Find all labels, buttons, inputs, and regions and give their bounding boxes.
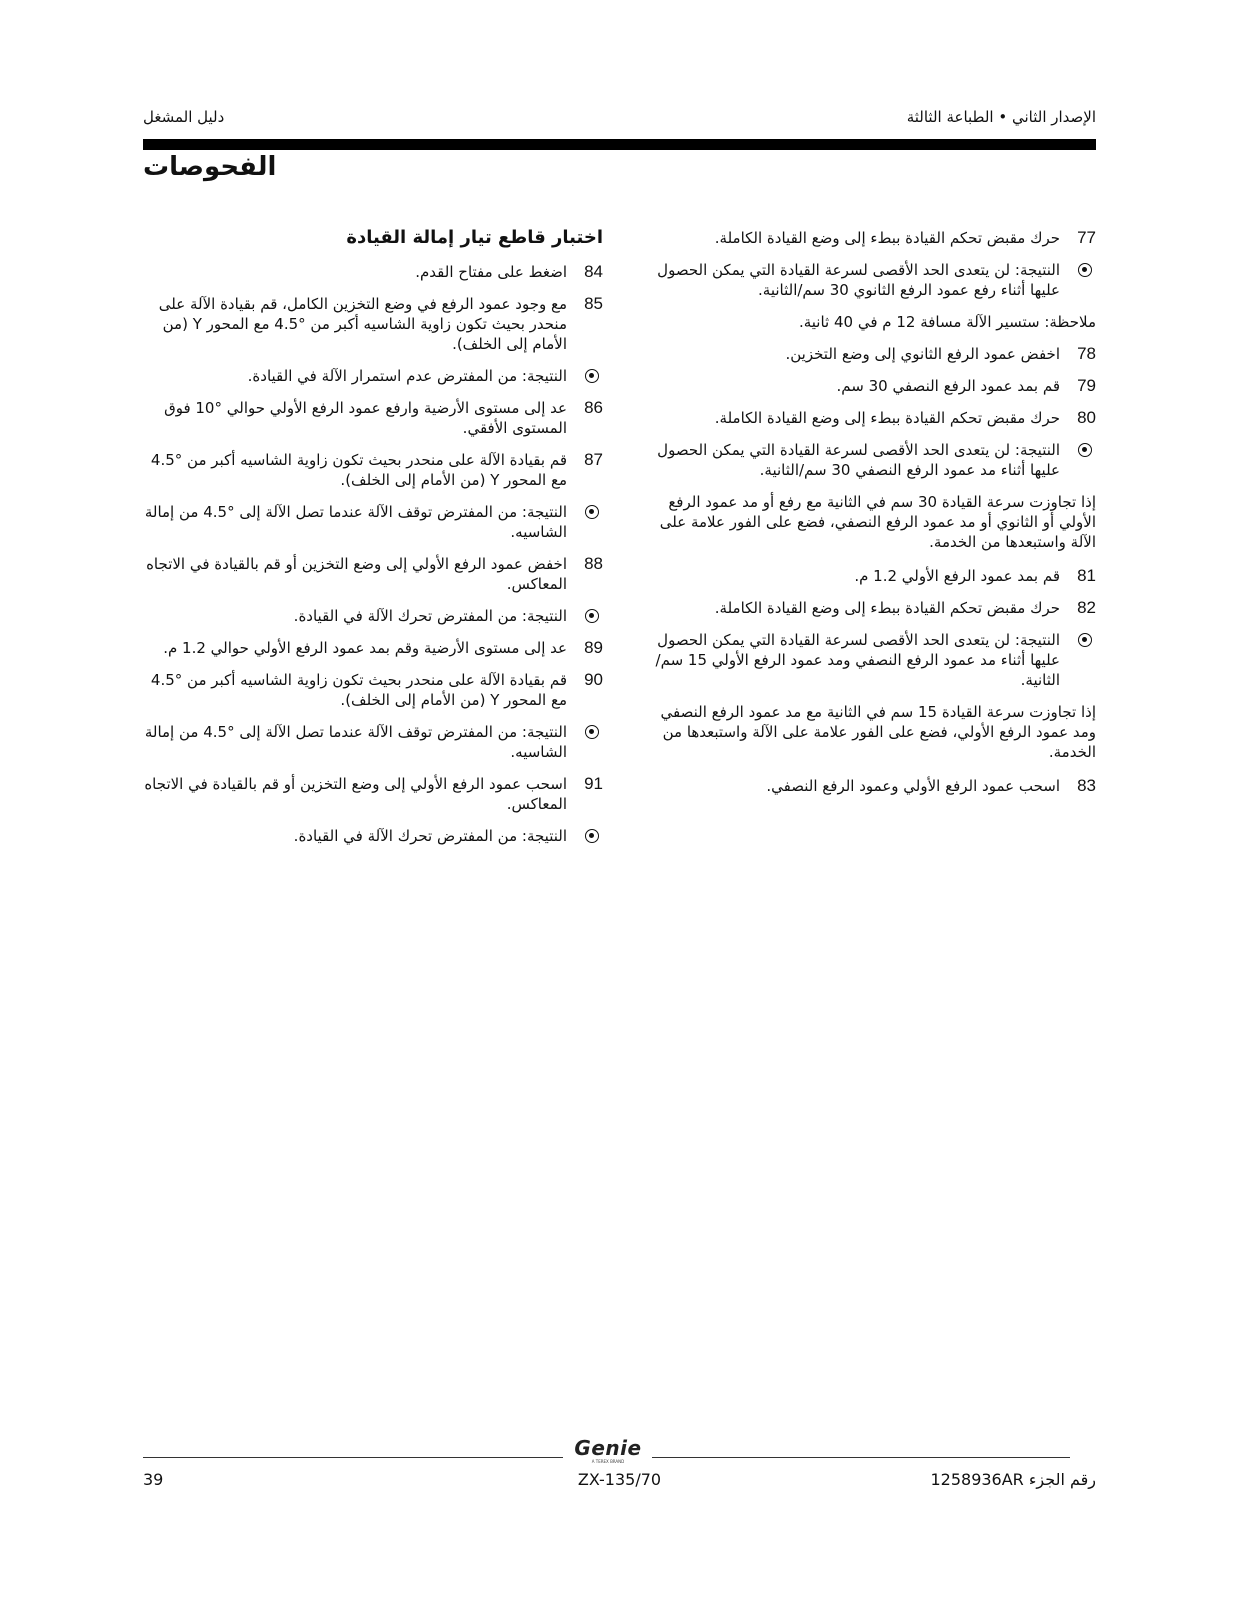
section-title: الفحوصات <box>143 152 277 182</box>
step-81 <box>635 566 1096 586</box>
note: ملاحظة: ستسير الآلة مسافة 12 م في 40 ثانية. <box>798 313 1096 331</box>
step-82 <box>635 598 1096 618</box>
model-number: ZX-135/70 <box>577 1470 662 1489</box>
logo-tagline: A TEREX BRAND <box>591 1459 625 1464</box>
result-91 <box>143 826 603 846</box>
step-number: 81 <box>1077 566 1096 585</box>
logo-wordmark: Genie <box>574 1436 642 1460</box>
step-number: 91 <box>584 774 603 793</box>
step-90 <box>143 670 603 710</box>
step-text: حرك مقبض تحكم القيادة ببطء إلى وضع القيادة الكاملة. <box>714 229 1060 247</box>
step-number: 80 <box>1077 408 1096 427</box>
step-text: عد إلى مستوى الأرضية وقم بمد عمود الرفع الأولي حوالي 1.2 م. <box>163 639 567 657</box>
step-text: قم بقيادة الآلة على منحدر بحيث تكون زاوية الشاسيه أكبر من °4.5 مع المحور Y (من الأمام إلى الخلف). <box>150 451 567 489</box>
left-column <box>143 228 603 858</box>
step-number: 77 <box>1077 228 1096 247</box>
step-86 <box>143 398 603 438</box>
step-number: 90 <box>584 670 603 689</box>
step-number: 88 <box>584 554 603 573</box>
step-85 <box>143 294 603 354</box>
edition-label: الإصدار الثاني • الطباعة الثالثة <box>906 108 1096 126</box>
result-text: النتيجة: من المفترض عدم استمرار الآلة في القيادة. <box>247 367 567 385</box>
subsection-heading: اختبار قاطع تيار إمالة القيادة <box>346 227 603 248</box>
footer-rule-left <box>143 1457 563 1458</box>
page-footer <box>143 1470 1096 1494</box>
step-83 <box>635 776 1096 796</box>
manual-title: دليل المشغل <box>143 108 225 126</box>
result-87 <box>143 502 603 542</box>
step-84 <box>143 262 603 282</box>
part-number: رقم الجزء 1258936AR <box>930 1470 1096 1489</box>
result-text: النتيجة: من المفترض توقف الآلة عندما تصل الآلة إلى °4.5 من إمالة الشاسيه. <box>144 723 567 761</box>
step-text: قم بمد عمود الرفع الأولي 1.2 م. <box>854 567 1060 585</box>
result-77 <box>635 260 1096 300</box>
step-78 <box>635 344 1096 364</box>
genie-logo <box>566 1437 650 1467</box>
step-text: اسحب عمود الرفع الأولي وعمود الرفع النصفي. <box>766 777 1060 795</box>
result-bullet-icon <box>1078 633 1092 647</box>
result-text: النتيجة: من المفترض تحرك الآلة في القيادة. <box>293 827 567 845</box>
result-90 <box>143 722 603 762</box>
result-text: النتيجة: لن يتعدى الحد الأقصى لسرعة القيادة التي يمكن الحصول عليها أثناء مد عمود الرفع النصفي 30 سم/الثانية. <box>657 441 1060 479</box>
step-number: 79 <box>1077 376 1096 395</box>
step-number: 89 <box>584 638 603 657</box>
result-88 <box>143 606 603 626</box>
step-text: اخفض عمود الرفع الثانوي إلى وضع التخزين. <box>785 345 1060 363</box>
result-bullet-icon <box>585 725 599 739</box>
step-number: 87 <box>584 450 603 469</box>
result-text: النتيجة: لن يتعدى الحد الأقصى لسرعة القيادة التي يمكن الحصول عليها أثناء مد عمود الرفع النصفي ومد عمود الرفع الأولي 15 سم/الثانية. <box>655 631 1060 689</box>
step-91 <box>143 774 603 814</box>
step-text: حرك مقبض تحكم القيادة ببطء إلى وضع القيادة الكاملة. <box>714 409 1060 427</box>
right-column <box>635 228 1096 808</box>
page-number: 39 <box>143 1470 164 1489</box>
step-text: مع وجود عمود الرفع في وضع التخزين الكامل، قم بقيادة الآلة على منحدر بحيث تكون زاوية الشاسيه أكبر من °4.5 مع المحور Y (من الأمام إلى الخلف). <box>158 295 567 353</box>
page-header <box>143 108 1096 132</box>
result-text: النتيجة: من المفترض توقف الآلة عندما تصل الآلة إلى °4.5 من إمالة الشاسيه. <box>144 503 567 541</box>
result-85 <box>143 366 603 386</box>
result-bullet-icon <box>1078 443 1092 457</box>
step-number: 78 <box>1077 344 1096 363</box>
step-text: اخفض عمود الرفع الأولي إلى وضع التخزين أو قم بالقيادة في الاتجاه المعاكس. <box>146 555 567 593</box>
step-79 <box>635 376 1096 396</box>
step-87 <box>143 450 603 490</box>
step-text: اسحب عمود الرفع الأولي إلى وضع التخزين أو قم بالقيادة في الاتجاه المعاكس. <box>144 775 567 813</box>
result-bullet-icon <box>585 505 599 519</box>
result-text: النتيجة: لن يتعدى الحد الأقصى لسرعة القيادة التي يمكن الحصول عليها أثناء رفع عمود الرفع الثانوي 30 سم/الثانية. <box>657 261 1060 299</box>
result-text: النتيجة: من المفترض تحرك الآلة في القيادة. <box>293 607 567 625</box>
step-text: قم بقيادة الآلة على منحدر بحيث تكون زاوية الشاسيه أكبر من °4.5 مع المحور Y (من الأمام إلى الخلف). <box>150 671 567 709</box>
warning-paragraph: إذا تجاوزت سرعة القيادة 30 سم في الثانية مع رفع أو مد عمود الرفع الأولي أو الثانوي أو مد عمود الرفع النصفي، فضع على الفور علامة على الآلة واستبعدها من الخدمة. <box>659 493 1096 551</box>
step-80 <box>635 408 1096 428</box>
warning-paragraph: إذا تجاوزت سرعة القيادة 15 سم في الثانية مع مد عمود الرفع النصفي ومد عمود الرفع الأولي، فضع على الفور علامة على الآلة واستبعدها من الخدمة. <box>660 703 1096 761</box>
result-82 <box>635 630 1096 690</box>
result-bullet-icon <box>585 829 599 843</box>
step-text: اضغط على مفتاح القدم. <box>415 263 567 281</box>
footer-rule-right <box>652 1457 1070 1458</box>
step-89 <box>143 638 603 658</box>
result-bullet-icon <box>1078 263 1092 277</box>
result-bullet-icon <box>585 609 599 623</box>
step-number: 85 <box>584 294 603 313</box>
step-77 <box>635 228 1096 248</box>
result-bullet-icon <box>585 369 599 383</box>
header-rule <box>143 139 1096 150</box>
step-88 <box>143 554 603 594</box>
step-text: عد إلى مستوى الأرضية وارفع عمود الرفع الأولي حوالي °10 فوق المستوى الأفقي. <box>164 399 567 437</box>
result-80 <box>635 440 1096 480</box>
step-number: 84 <box>584 262 603 281</box>
step-number: 86 <box>584 398 603 417</box>
step-number: 83 <box>1077 776 1096 795</box>
step-text: قم بمد عمود الرفع النصفي 30 سم. <box>836 377 1060 395</box>
step-text: حرك مقبض تحكم القيادة ببطء إلى وضع القيادة الكاملة. <box>714 599 1060 617</box>
step-number: 82 <box>1077 598 1096 617</box>
